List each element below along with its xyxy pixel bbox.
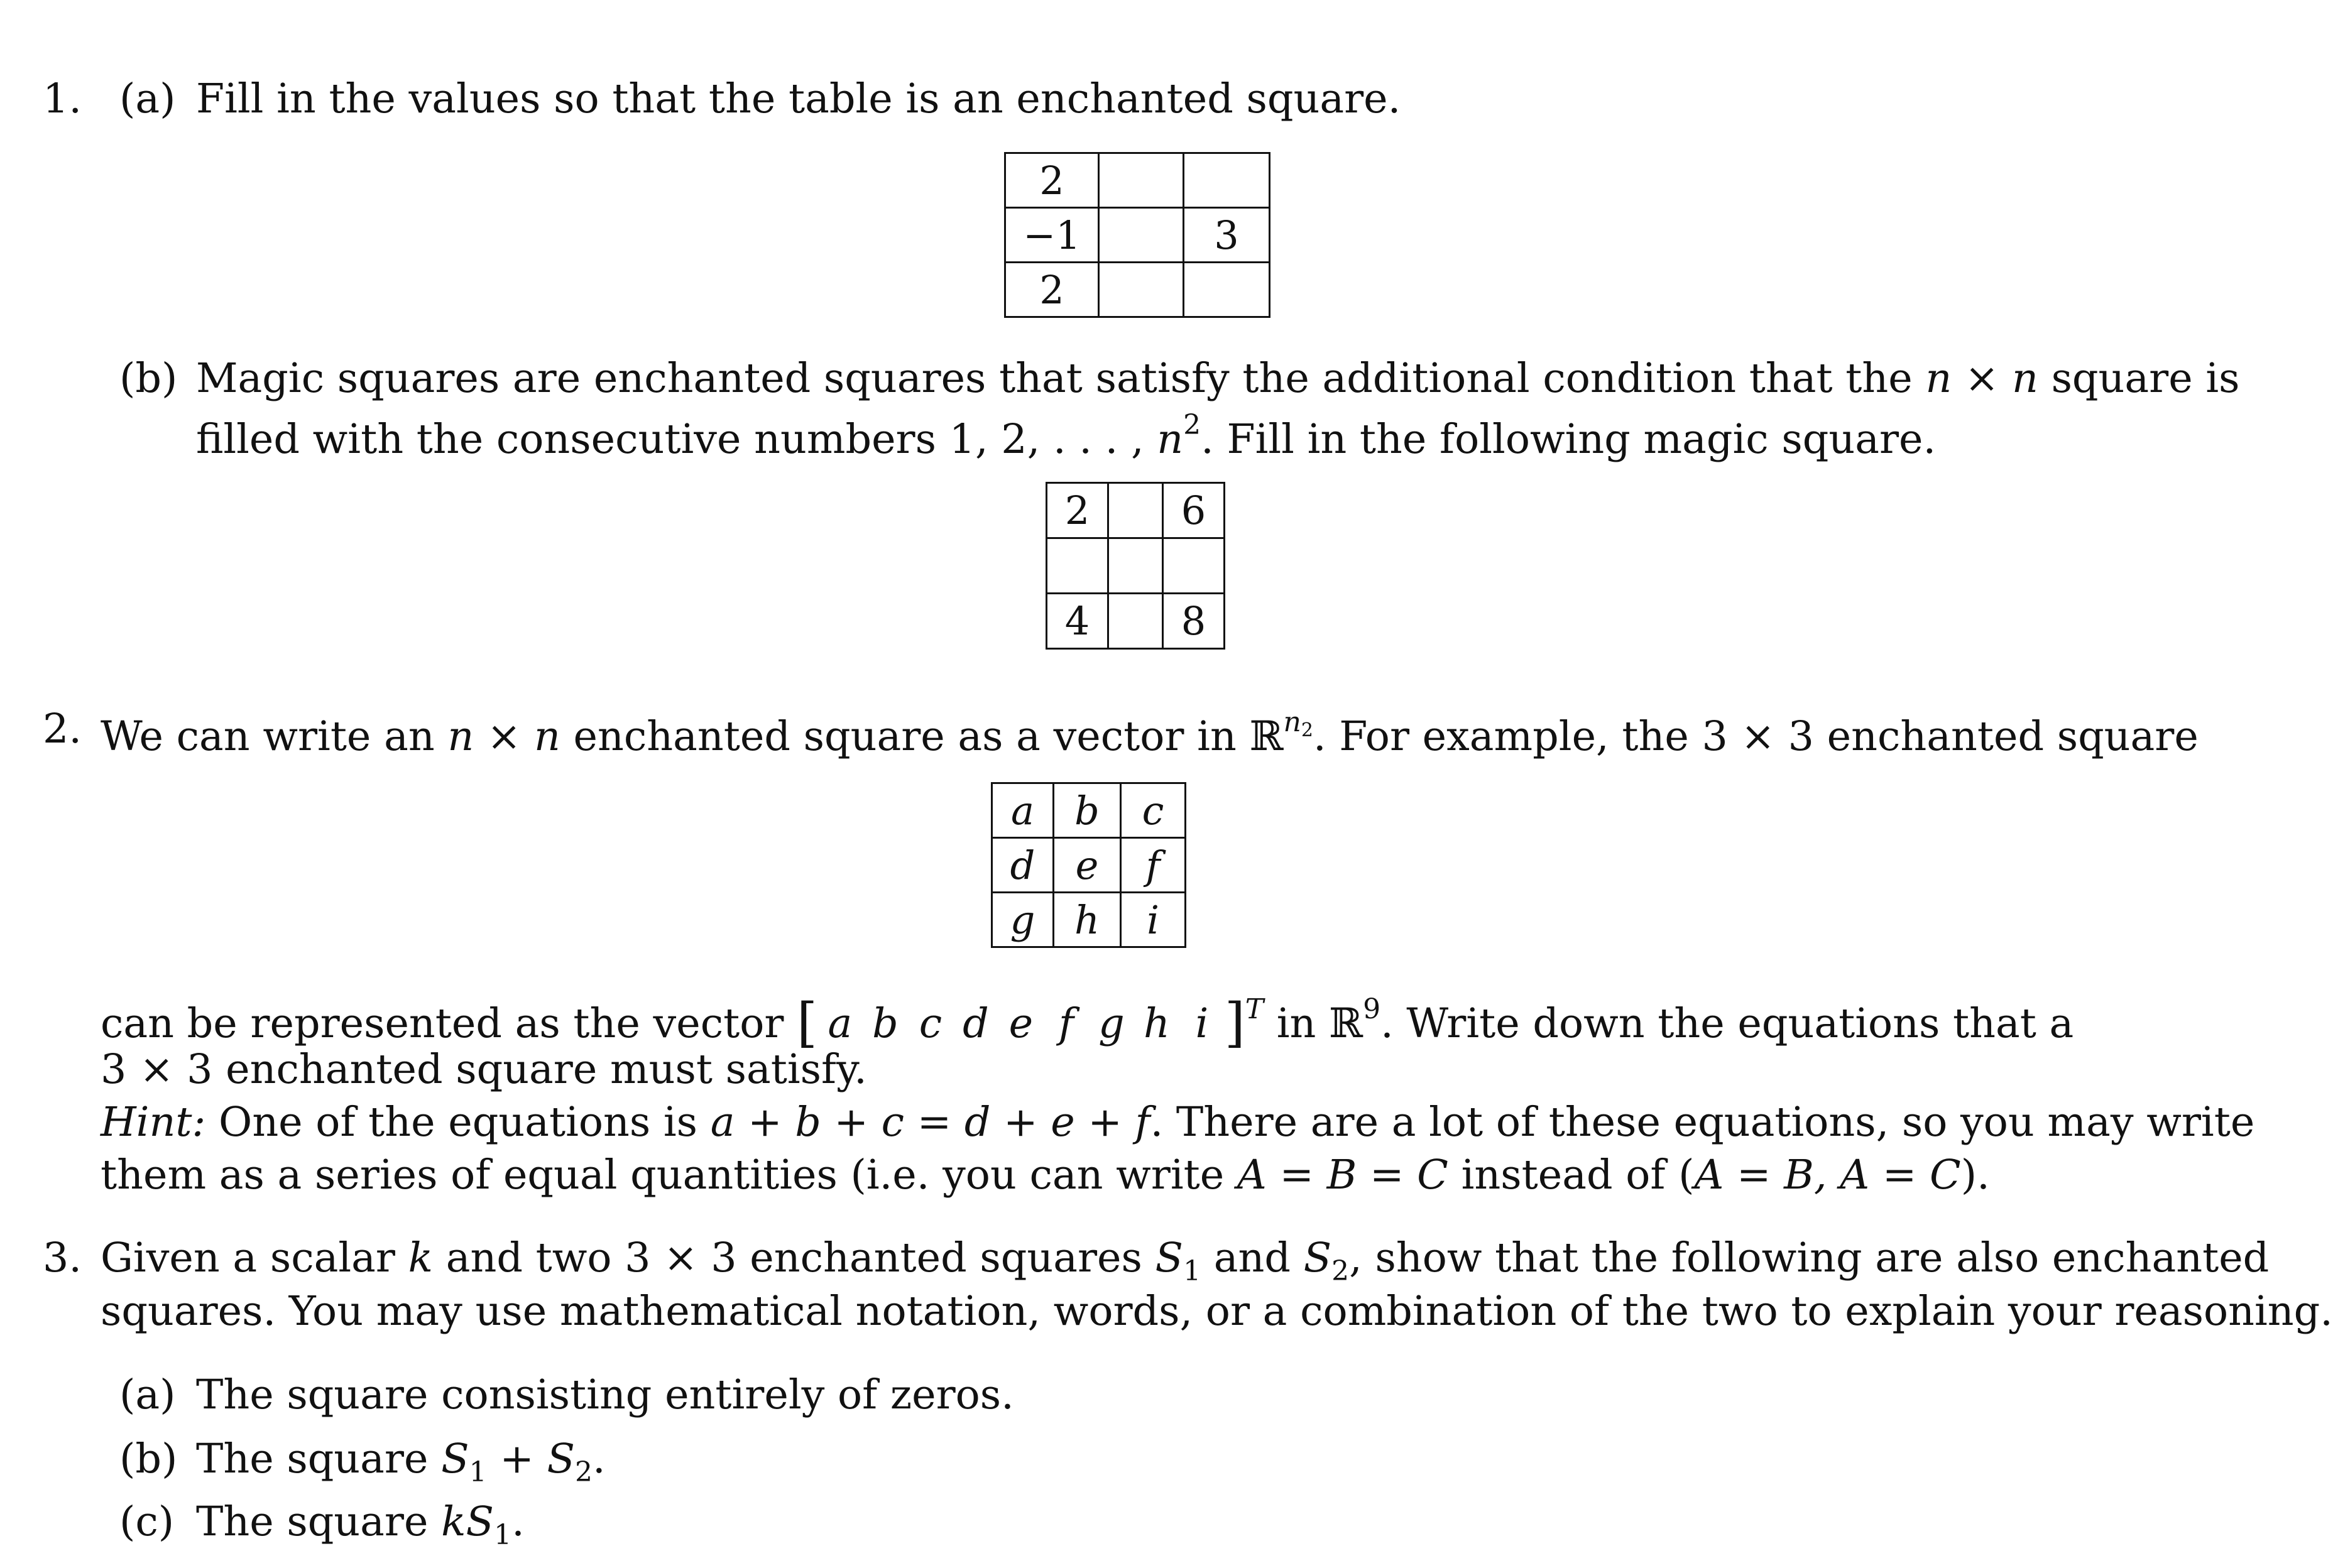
q1a-table (1004, 152, 1270, 318)
q3b-label: (b) (119, 1435, 178, 1483)
q1b-cell: 8 (1163, 594, 1225, 649)
q3-number: 3. (43, 1234, 82, 1282)
q2-cell: d (992, 838, 1054, 893)
q1b-cell (1108, 538, 1163, 594)
q1a-cell (1099, 208, 1184, 263)
q2-number: 2. (43, 705, 82, 753)
q1a-cell: 3 (1184, 208, 1270, 263)
q1b-cell: 4 (1047, 594, 1108, 649)
q1b-label: (b) (119, 355, 178, 402)
q1-number: 1. (43, 75, 82, 122)
q3a-text: The square consisting entirely of zeros. (196, 1371, 1014, 1418)
q1b-cell (1108, 483, 1163, 538)
q1b-line2: filled with the consecutive numbers 1, 2, . . . , $n^2$. Fill in the following magic square. (196, 409, 1937, 463)
vector: [ a b c d e f g h i ]$^T$ (797, 992, 1264, 1054)
q1b-cell: 6 (1163, 483, 1225, 538)
q2-cell: h (1054, 893, 1121, 947)
q2-line5: them as a series of equal quantities (i.e. you can write A = B = C instead of (A = B, A = C). (101, 1152, 1990, 1199)
q1a-cell: 2 (1005, 263, 1099, 317)
q2-cell: a (992, 783, 1054, 838)
q1b-cell (1108, 594, 1163, 649)
q2-vector-line: can be represented as the vector [ a b c d e f g h i ]$^T$ in ℝ$^9$. Write down the equations that a (101, 992, 2074, 1054)
q2-line1: We can write an n × n enchanted square as a vector in ℝ$^{n2}$. For example, the 3 × 3 enchanted square (101, 706, 2199, 760)
q1a-cell: 2 (1005, 153, 1099, 208)
q3-line2: squares. You may use mathematical notation, words, or a combination of the two to explain your reasoning. (101, 1288, 2333, 1335)
q2-cell: f (1121, 838, 1186, 893)
q1a-label: (a) (119, 75, 176, 122)
q3-line1: Given a scalar k and two 3 × 3 enchanted squares $S_1$ and $S_2$, show that the following are also enchanted (101, 1234, 2270, 1287)
q2-cell: g (992, 893, 1054, 947)
q2-cell: e (1054, 838, 1121, 893)
q1a-cell (1099, 263, 1184, 317)
q2-cell: b (1054, 783, 1121, 838)
q1a-cell (1099, 153, 1184, 208)
q1a-cell: −1 (1005, 208, 1099, 263)
q1b-cell (1163, 538, 1225, 594)
q2-cell: i (1121, 893, 1186, 947)
q2-cell: c (1121, 783, 1186, 838)
q1a-cell (1184, 263, 1270, 317)
q1b-cell: 2 (1047, 483, 1108, 538)
q2-hint-line: Hint: One of the equations is a + b + c = d + e + f. There are a lot of these equations, so you may write (101, 1099, 2255, 1146)
q3c-label: (c) (119, 1498, 175, 1545)
q3c-text: The square $kS_1$. (196, 1498, 525, 1551)
q3a-label: (a) (119, 1371, 176, 1418)
q2-line3: 3 × 3 enchanted square must satisfy. (101, 1046, 867, 1093)
q1b-cell (1047, 538, 1108, 594)
q1b-table (1046, 482, 1225, 650)
q3b-text: The square $S_1 + S_2$. (196, 1435, 606, 1488)
q1b-line1: Magic squares are enchanted squares that satisfy the additional condition that the n × n square is (196, 355, 2240, 402)
q1a-cell (1184, 153, 1270, 208)
q1a-text: Fill in the values so that the table is an enchanted square. (196, 75, 1401, 122)
q2-table (991, 782, 1186, 948)
